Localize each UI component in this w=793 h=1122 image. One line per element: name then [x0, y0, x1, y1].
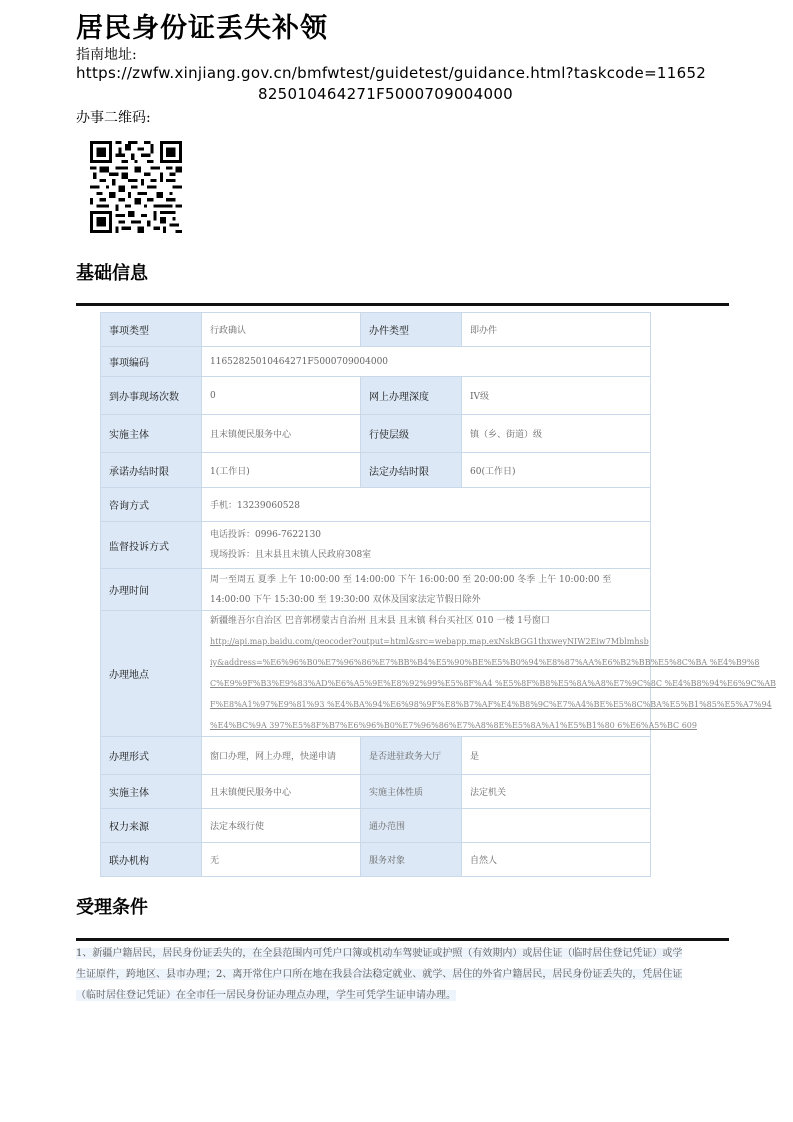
table-row — [101, 313, 651, 347]
table-row — [101, 453, 651, 488]
complain-phone: 电话投诉：0996-7622130 — [210, 530, 322, 540]
hours-line: 14:00:00 下午 15:30:00 至 19:30:00 双休及国家法定节假日除外 — [210, 594, 481, 605]
scope-label: 通办范围 — [361, 809, 462, 843]
complain-onsite: 现场投诉：且末县且末镇人民政府308室 — [210, 550, 372, 560]
form-label: 办理形式 — [101, 737, 202, 775]
joint-agency-label: 联办机构 — [101, 843, 202, 877]
section-divider — [76, 303, 729, 306]
map-link[interactable]: http://api.map.baidu.com/geocoder?output=html&src=webapp.map.exNskBGG1thxweyNIW2Eiw7Mblmhsb — [210, 637, 649, 646]
page-title: 居民身份证丢失补领 — [76, 13, 328, 44]
nature-value: 法定机关 — [462, 775, 651, 809]
level-value: 镇（乡、街道）级 — [462, 415, 651, 453]
item-code-label: 事项编码 — [101, 347, 202, 377]
table-row — [101, 611, 651, 737]
accept-conditions — [76, 943, 686, 1006]
map-link[interactable]: iy&address=%E6%96%B0%E7%96%86%E7%BB%B4%E5%90%BE%E5%B0%94%E8%87%AA%E6%B2%BB%E5%8C%BA %E4%B9%8 — [210, 658, 760, 667]
power-source-value: 法定本级行使 — [202, 809, 361, 843]
table-row — [101, 347, 651, 377]
power-source-label: 权力来源 — [101, 809, 202, 843]
qr-label: 办事二维码: — [76, 110, 151, 126]
map-link[interactable]: %E4%BC%9A 397%E5%8F%B7%E6%96%B0%E7%96%86%E7%A8%8E%E5%8A%A1%E5%B1%80 6%E6%A5%BC 609 — [210, 721, 697, 730]
promise-time-value: 1(工作日) — [202, 453, 361, 488]
target-label: 服务对象 — [361, 843, 462, 877]
basic-info-table — [100, 312, 776, 877]
consult-label: 咨询方式 — [101, 488, 202, 522]
guide-label: 指南地址: — [76, 47, 137, 63]
visits-value: 0 — [202, 377, 361, 415]
nature-label: 实施主体性质 — [361, 775, 462, 809]
impl-subject-label: 实施主体 — [101, 415, 202, 453]
impl-subject2-label: 实施主体 — [101, 775, 202, 809]
hall-value: 是 — [462, 737, 651, 775]
joint-agency-value: 无 — [202, 843, 361, 877]
hours-line: 周一至周五 夏季 上午 10:00:00 至 14:00:00 下午 16:00:00 至 20:00:00 冬季 上午 10:00:00 至 — [210, 574, 612, 585]
form-value: 窗口办理，网上办理，快递申请 — [202, 737, 361, 775]
consult-value: 手机：13239060528 — [202, 488, 651, 522]
map-link[interactable]: F%E8%A1%97%E9%81%93 %E4%BA%94%E6%98%9F%E8%B7%AF%E4%B8%9C%E7%A4%BE%E5%8C%BA%E5%B1%85%E5%A7%94 — [210, 700, 772, 709]
accept-conditions-text: 1、新疆户籍居民，居民身份证丢失的，在全县范围内可凭户口簿或机动车驾驶证或护照（有效期内）或居住证（临时居住登记凭证）或学生证原件，跨地区、县市办理；2、离开常住户口所在地在我县合法稳定就业、就学、居住的外省户籍居民，居民身份证丢失的，凭居住证（临时居住登记凭证）在全市任一居民身份证办理点办理，学生可凭学生证申请办理。 — [76, 948, 683, 1001]
item-type-value: 行政确认 — [202, 313, 361, 347]
table-row — [101, 809, 651, 843]
target-value: 自然人 — [462, 843, 651, 877]
table-row — [101, 737, 651, 775]
hours-value — [202, 569, 651, 611]
visits-label: 到办事现场次数 — [101, 377, 202, 415]
item-type-label: 事项类型 — [101, 313, 202, 347]
hall-label: 是否进驻政务大厅 — [361, 737, 462, 775]
handle-type-value: 即办件 — [462, 313, 651, 347]
qr-code — [90, 141, 182, 233]
table-row — [101, 377, 651, 415]
guide-url-line2[interactable]: 825010464271F5000709004000 — [258, 85, 514, 103]
table-row — [101, 775, 651, 809]
legal-time-value: 60(工作日) — [462, 453, 651, 488]
level-label: 行使层级 — [361, 415, 462, 453]
place-value — [202, 611, 776, 737]
guide-url-line1[interactable]: https://zwfw.xinjiang.gov.cn/bmfwtest/guidetest/guidance.html?taskcode=11652 — [76, 64, 707, 82]
impl-subject2-value: 且末镇便民服务中心 — [202, 775, 361, 809]
section-heading-basic: 基础信息 — [76, 263, 148, 284]
map-link[interactable]: C%E9%9F%B3%E9%83%AD%E6%A5%9E%E8%92%99%E5%8F%A4 %E5%8F%B8%E5%8A%A8%E7%9C%8C %E4%B8%94%E6%9C%AB — [210, 679, 776, 688]
impl-subject-value: 且末镇便民服务中心 — [202, 415, 361, 453]
section-divider — [76, 938, 729, 941]
section-heading-accept: 受理条件 — [76, 897, 148, 918]
complain-value — [202, 522, 651, 569]
legal-time-label: 法定办结时限 — [361, 453, 462, 488]
table-row — [101, 415, 651, 453]
scope-value — [462, 809, 651, 843]
place-label: 办理地点 — [101, 611, 202, 737]
online-depth-value: IV级 — [462, 377, 651, 415]
table-row — [101, 843, 651, 877]
handle-type-label: 办件类型 — [361, 313, 462, 347]
complain-label: 监督投诉方式 — [101, 522, 202, 569]
online-depth-label: 网上办理深度 — [361, 377, 462, 415]
table-row — [101, 488, 651, 522]
hours-label: 办理时间 — [101, 569, 202, 611]
item-code-value: 11652825010464271F5000709004000 — [202, 347, 651, 377]
promise-time-label: 承诺办结时限 — [101, 453, 202, 488]
table-row — [101, 569, 651, 611]
table-row — [101, 522, 651, 569]
place-address: 新疆维吾尔自治区 巴音郭楞蒙古自治州 且末县 且末镇 科台买社区 010 一楼 1号窗口 — [210, 616, 550, 626]
